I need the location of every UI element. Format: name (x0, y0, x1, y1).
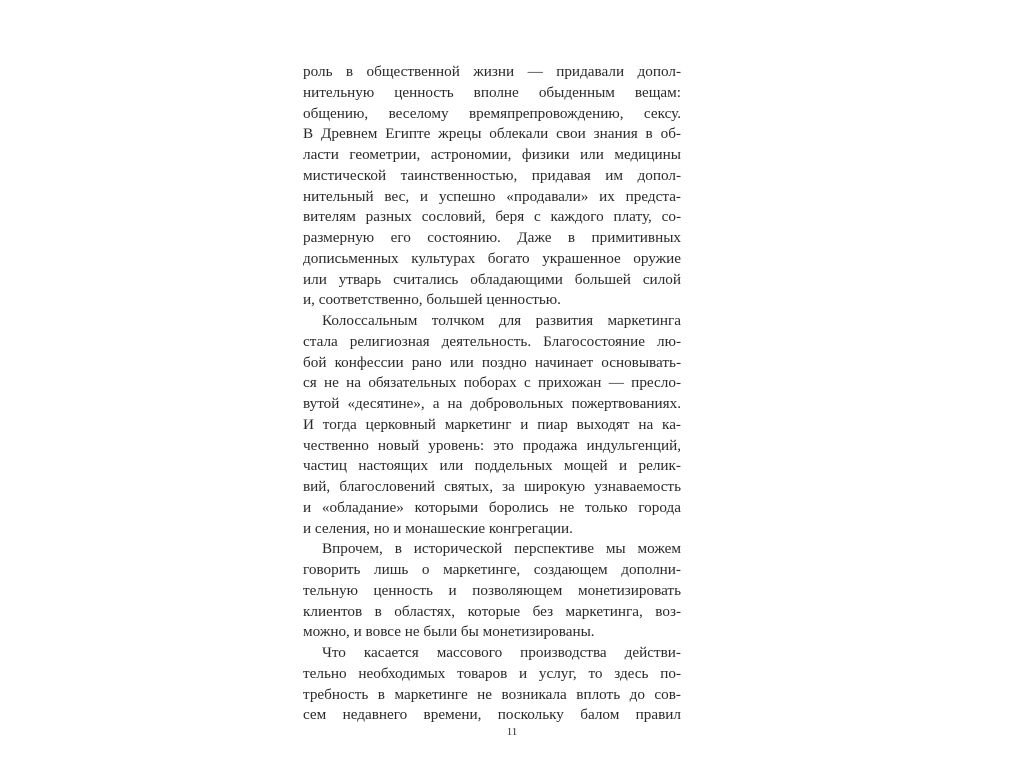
text-line: и, соответственно, большей ценностью. (303, 291, 561, 309)
body-text (303, 62, 681, 726)
text-line: вутой «десятине», а на добровольных пожертвованиях. (303, 395, 681, 412)
text-line: дописьменных культурах богато украшенное оружие (303, 249, 681, 267)
text-line: общению, веселому времяпрепровождению, сексу. (303, 104, 681, 122)
text-line: нительную ценность вполне обыденным вещам: (303, 83, 681, 101)
text-line: мистической таинственностью, придавая им допол- (303, 166, 681, 184)
text-line: ласти геометрии, астрономии, физики или медицины (303, 146, 681, 163)
text-line: В Древнем Египте жрецы облекали свои знания в об- (303, 125, 681, 143)
text-line: роль в общественной жизни — придавали допол- (303, 63, 681, 80)
text-line: можно, и вовсе не были бы монетизированы. (303, 623, 595, 641)
text-line: вий, благословений святых, за широкую узнаваемость (303, 478, 681, 495)
text-line: клиентов в областях, которые без маркетинга, воз- (303, 602, 681, 620)
text-line: размерную его состоянию. Даже в примитивных (303, 229, 681, 246)
text-line: частиц настоящих или поддельных мощей и релик- (303, 457, 681, 475)
text-line: вителям разных сословий, беря с каждого плату, со- (303, 208, 681, 226)
text-line: Что касается массового производства действи- (322, 644, 681, 661)
text-line: ся не на обязательных поборах с прихожан — пресло- (303, 374, 681, 392)
text-line: говорить лишь о маркетинге, создающем дополни- (303, 561, 681, 578)
text-line: Колоссальным толчком для развития маркетинга (322, 312, 681, 329)
text-line: или утварь считались обладающими большей силой (303, 270, 681, 288)
text-line: бой конфессии рано или поздно начинает основывать- (303, 353, 681, 371)
text-line: тельно необходимых товаров и услуг, то здесь по- (303, 664, 681, 682)
text-line: и селения, но и монашеские конгрегации. (303, 519, 573, 537)
text-line: требность в маркетинге не возникала вплоть до сов- (303, 685, 681, 703)
text-line: чественно новый уровень: это продажа индульгенций, (303, 436, 681, 454)
page-number: 11 (506, 726, 518, 738)
text-line: тельную ценность и позволяющем монетизировать (303, 581, 681, 599)
text-line: стала религиозная деятельность. Благосостояние лю- (303, 332, 681, 350)
text-line: сем недавнего времени, поскольку балом правил (303, 706, 681, 724)
text-line: и «обладание» которыми боролись не только города (303, 498, 681, 516)
text-line: И тогда церковный маркетинг и пиар выходят на ка- (303, 415, 681, 433)
text-line: Впрочем, в исторической перспективе мы можем (322, 540, 681, 558)
text-line: нительный вес, и успешно «продавали» их предста- (303, 187, 681, 205)
